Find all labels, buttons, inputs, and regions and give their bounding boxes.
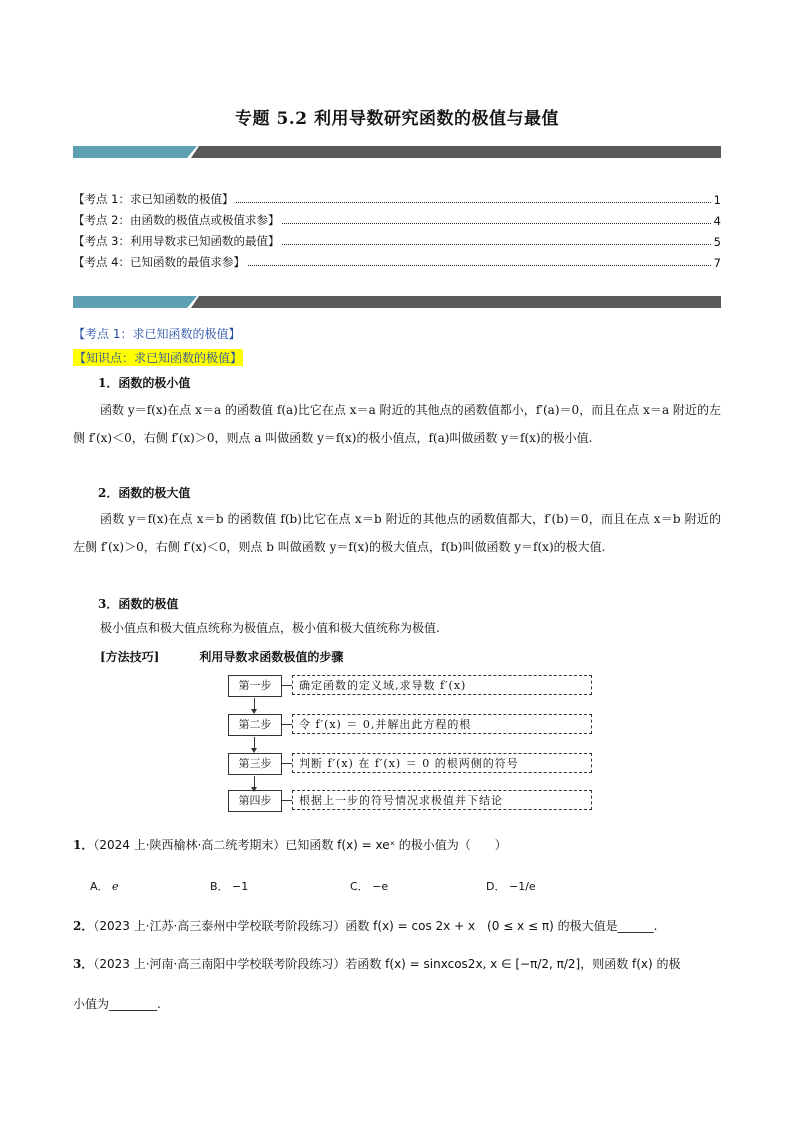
page-title: 专题 5.2 利用导数研究函数的极值与最值 [235,109,559,129]
flow-step: 第二步 令 f′(x) ＝ 0,并解出此方程的根 [228,714,598,736]
toc-item[interactable]: 【考点 1：求已知函数的极值】 1 [73,192,721,207]
method-tag: [方法技巧] [100,650,160,664]
method-title: 利用导数求函数极值的步骤 [199,650,344,664]
table-of-contents [73,186,721,270]
option-c[interactable]: C． −e [350,880,389,893]
toc-item[interactable]: 【考点 3：利用导数求已知函数的最值】 5 [73,234,721,249]
arrow-down-icon [254,776,255,788]
question-3: 3．（2023 上·河南·高三南阳中学校联考阶段练习）若函数 f(x) = sinxcos2x, x ∈ [−π/2, π/2]，则函数 f(x) 的极 [73,957,681,971]
title-divider-bar [73,146,721,158]
question-1-options [90,878,690,898]
option-d[interactable]: D． −1/e [486,880,536,893]
section-heading: 【考点 1：求已知函数的极值】 [73,327,241,341]
paragraph-max: 函数 y＝f(x)在点 x＝b 的函数值 f(b)比它在点 x＝b 附近的其他点的函数值都大，f′(b)＝0，而且在点 x＝b 附近的左侧 f′(x)＞0，右侧 f′(x)＜0，则点 b 叫做函数 y＝f(x)的极大值点，f(b)叫做函数 y＝f(x)的极大值. [73,512,721,554]
paragraph-extrema: 极小值点和极大值点统称为极值点，极小值和极大值统称为极值. [100,621,440,635]
question-3-continued: 小值为________. [73,997,161,1011]
paragraph-min: 函数 y＝f(x)在点 x＝a 的函数值 f(a)比它在点 x＝a 附近的其他点的函数值都小，f′(a)＝0，而且在点 x＝a 附近的左侧 f′(x)＜0，右侧 f′(x)＞0，则点 a 叫做函数 y＝f(x)的极小值点，f(a)叫做函数 y＝f(x)的极小值. [73,403,721,445]
section-divider-bar [73,296,721,308]
question-1: 1．（2024 上·陕西榆林·高二统考期末）已知函数 f(x) = xeˣ 的极小值为（ ） [73,838,507,852]
question-2: 2．（2023 上·江苏·高三泰州中学校联考阶段练习）函数 f(x) = cos 2x + x (0 ≤ x ≤ π) 的极大值是______. [73,919,658,933]
toc-item[interactable]: 【考点 2：由函数的极值点或极值求参】 4 [73,213,721,228]
knowledge-point-label: 【知识点：求已知函数的极值】 [74,351,243,365]
option-b[interactable]: B． −1 [210,880,249,893]
subheading-extrema: 3．函数的极值 [98,597,179,611]
flow-step: 第四步 根据上一步的符号情况求极值并下结论 [228,790,598,812]
option-a[interactable]: A． e [90,880,119,893]
steps-flowchart [228,675,598,815]
toc-item[interactable]: 【考点 4：已知函数的最值求参】 7 [73,255,721,270]
flow-step: 第三步 判断 f′(x) 在 f′(x) ＝ 0 的根两侧的符号 [228,753,598,775]
arrow-down-icon [254,737,255,749]
flow-step: 第一步 确定函数的定义域,求导数 f′(x) [228,675,598,697]
subheading-min: 1．函数的极小值 [98,376,191,390]
arrow-down-icon [254,698,255,710]
method-heading [100,648,383,665]
subheading-max: 2．函数的极大值 [98,486,191,500]
